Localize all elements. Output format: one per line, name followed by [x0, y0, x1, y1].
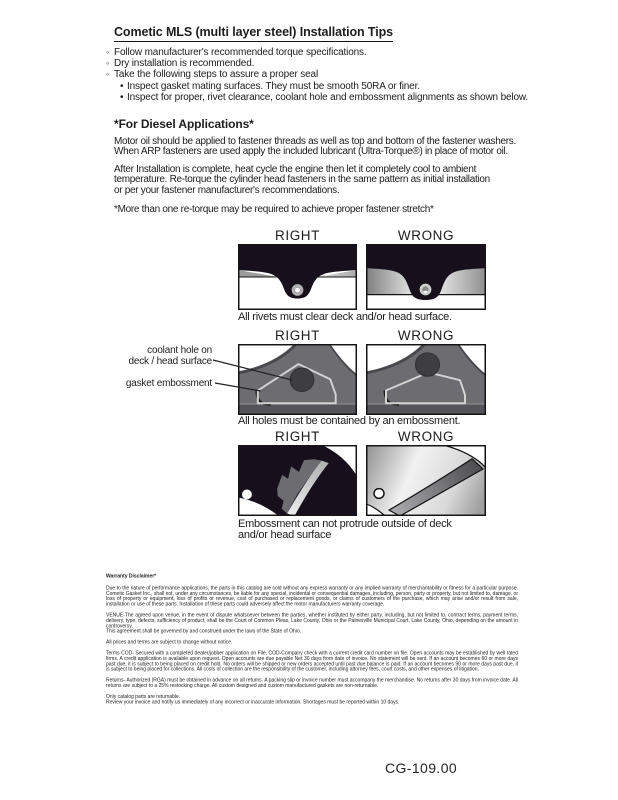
tip-text: Inspect gasket mating surfaces. They must be smooth 50RA or finer.: [127, 80, 420, 92]
circle-bullet-marker: ◦: [106, 58, 110, 69]
installation-tips-list: [106, 47, 528, 103]
gasket-embossment-label: [98, 379, 212, 390]
label-line: deck / head surface: [128, 355, 212, 367]
diesel-applications-heading: *For Diesel Applications*: [114, 117, 254, 131]
fig2-wrong-label: WRONG: [397, 328, 455, 343]
paragraph-line: Motor oil should be applied to fastener threads as well as top and bottom of the fastener washers.: [114, 136, 516, 147]
label-line: coolant hole on: [147, 345, 212, 356]
circle-bullet-marker: ◦: [106, 69, 110, 80]
embossment-protrusion-wrong-graphic: [366, 445, 486, 516]
diesel-paragraph-1: [114, 137, 516, 158]
tip-text: Inspect for proper, rivet clearance, coolant hole and embossment alignments as shown below.: [127, 91, 529, 103]
caption-line: and/or head surface: [238, 529, 332, 541]
only-catalog-line: Only catalog parts are returnable.: [106, 693, 181, 700]
fig3-right-diagram: [238, 445, 357, 516]
fig1-caption: All rivets must clear deck and/or head surface.: [238, 311, 452, 323]
warranty-paragraph: Due to the nature of performance applications, the parts in this catalog are sold without any express warranty or any implied warranty of merchantability or fitness for a particular purpose. Cometic Gasket Inc., shall not, under any circumstances, be liable for any special, incidental or consequential damages, including, person, party or property, but not limited to, damage, or loss of property or equipment, loss of profits or revenue, cost of purchased or replacement goods, or claims of customers of the purchase, which may arise and/or result from sale, installation or use of these parts. Installation of these parts could adversely affect the motor manufacturers warranty coverage.: [106, 585, 518, 608]
review-invoice-line: Review your invoice and notify us immediately of any incorrect or inaccurate information. Shortages must be reported within 10 days.: [106, 699, 400, 705]
fig1-right-diagram: [238, 244, 357, 310]
paragraph-line: After Installation is complete, heat cycle the engine then let it completely cool to ambient: [114, 164, 477, 175]
returns-paragraph: Returns- Authorized (RGA) must be obtained in advance on all returns. A packing slip or invoice number must accompany the merchandise. No returns after 30 days from invoice date. All returns are subject to a 25% restocking charge. All custom designed and custom manufactured gaskets are non-returnable.: [106, 677, 518, 689]
rivet-clearance-wrong-graphic: [366, 244, 486, 310]
tip-text: Take the following steps to assure a proper seal: [114, 69, 319, 81]
paragraph-line: or per your fastener manufacturer's recommendations.: [114, 184, 340, 196]
dot-bullet-marker: •: [120, 80, 124, 92]
fig2-right-diagram: [238, 344, 357, 415]
caption-line: Embossment can not protrude outside of deck: [238, 518, 452, 530]
coolant-hole-label: [98, 346, 212, 367]
embossment-containment-wrong-graphic: [366, 344, 486, 415]
tip-text: Dry installation is recommended.: [114, 58, 255, 70]
diesel-paragraph-2: [114, 165, 490, 196]
paragraph-line: When ARP fasteners are used apply the included lubricant (Ultra-Torque®) in place of motor oil.: [114, 146, 508, 158]
tip-item: [106, 58, 528, 69]
dot-bullet-marker: •: [120, 91, 124, 103]
governing-law-line: This agreement shall be governed by and construed under the laws of the State of Ohio.: [106, 628, 302, 635]
embossment-containment-right-graphic: [238, 344, 357, 415]
venue-paragraph: VENUE-The agreed upon venue, in the event of dispute whatsoever between the parties, whether instituted by either party, including, but not limited to, contract terms, payment terms, delivery, type, defects, sufficiency of product, shall be the Court of Common Pleas, Lake County, Ohio or the Painesville Municipal Court, Lake County, Ohio, depending on the amount in controversy.: [106, 612, 518, 629]
fig3-right-label: RIGHT: [275, 429, 320, 444]
page-title: Cometic MLS (multi layer steel) Installation Tips: [114, 25, 393, 42]
retorque-note: [114, 205, 434, 215]
fig2-right-label: RIGHT: [275, 328, 320, 343]
tip-item: [106, 47, 528, 58]
label-line: gasket embossment: [125, 378, 212, 389]
fig1-right-label: RIGHT: [275, 228, 320, 243]
warranty-disclaimer-section: [106, 574, 518, 758]
rivet-clearance-right-graphic: [238, 244, 357, 310]
terms-cod-paragraph: Terms COD- Secured with a completed dealer/jobber application on File, COD-Company check with a current credit card number on file. Open accounts may be established by well rated firms. A credit application is available upon request. Open accounts are due payable Net 30 days from date of invoice. No statement will be sent. If an account becomes 60 or more days past due, it is subject to being placed on credit hold. No orders will be shipped or new orders accepted until past due balance is paid. If an account becomes 90 or more days past due, it is subject to being placed for collections. All costs of collection are the responsibility of the customer, including attorney fees, court costs, and other expenses of litigation.: [106, 650, 518, 673]
circle-bullet-marker: ◦: [106, 47, 110, 57]
paragraph-line: *More than one re-torque may be required to achieve proper fastener stretch*: [114, 204, 434, 215]
fig1-wrong-label: WRONG: [397, 228, 455, 243]
page-code: CG-109.00: [385, 760, 458, 776]
paragraph-line: temperature. Re-torque the cylinder head fasteners in the same pattern as initial installation: [114, 174, 490, 186]
fig2-wrong-diagram: [366, 344, 486, 415]
fig1-wrong-diagram: [366, 244, 486, 310]
tip-sub-item: [106, 92, 528, 103]
fig3-wrong-diagram: [366, 445, 486, 516]
fig2-caption: All holes must be contained by an embossment.: [238, 415, 461, 427]
fig3-wrong-label: WRONG: [397, 429, 455, 444]
embossment-protrusion-right-graphic: [238, 445, 357, 516]
tip-item: [106, 69, 528, 80]
prices-terms-line: All prices and terms are subject to change without notice.: [106, 639, 233, 646]
tip-text: Follow manufacturer's recommended torque specifications.: [114, 47, 367, 58]
fig3-caption: [238, 519, 452, 541]
tip-sub-item: [106, 81, 528, 92]
warranty-disclaimer-heading: Warranty Disclaimer*: [106, 573, 157, 579]
